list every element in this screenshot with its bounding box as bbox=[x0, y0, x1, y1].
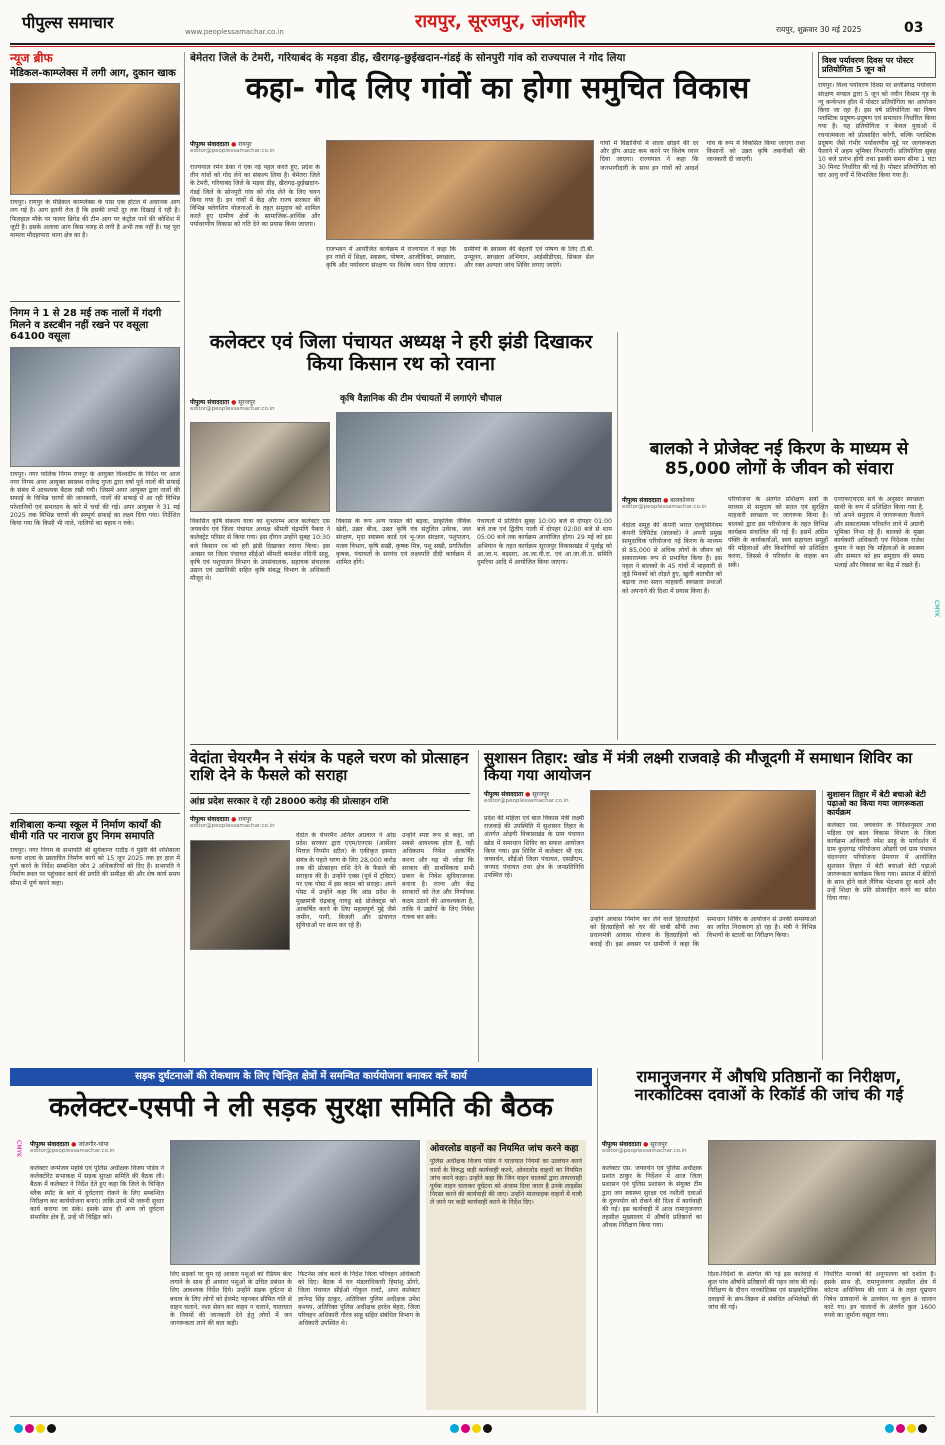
vedanta-headline: वेदांता चेयरमैन ने संयंत्र के पहले चरण को प्रोत्साहन राशि देने के फैसले को सराहा bbox=[190, 749, 469, 785]
sushasan-body-1: प्रदेश की महिला एवं बाल विकास मंत्री लक्ष्मी राजवाड़े की उपस्थिति में सुशासन तिहार के अंतर्गत ओड़गी विकासखंड के ग्राम पंचायत खोड में समाधान शिविर का सफल आयोजन किया गया। इस शिविर में कलेक्टर श्री एस. जयवर्धन, सीईओ जिला पंचायत, एसडीएम, जनपद पंचायत तथा क्षेत्र के जनप्रतिनिधि उपस्थित रहे। bbox=[484, 815, 584, 880]
brief-3-headline: शशिबाला कन्या स्कूल में निर्माण कार्यों की धीमी गति पर नाराज हुए निगम समापति bbox=[10, 819, 161, 843]
narcotics-place: सूरजपुर bbox=[650, 1141, 668, 1148]
lead-photo bbox=[326, 140, 594, 240]
lead-byline: पीपुल्स संवाददाता bbox=[190, 141, 230, 148]
balco-byline-block bbox=[622, 496, 722, 510]
cmyk-label: CMYK bbox=[15, 1140, 22, 1157]
vedanta-photo bbox=[190, 840, 290, 950]
sushasan-body-2: उन्होंने आवास निर्माण कर लेने वाले हितग्राहियों को हितग्राहियों को घर की चाबी सौंपी तथा प्रधानमंत्री आवास योजना के हितग्राहियों को बधाई दी। इस अवसर पर ग्रामीणों ने कहा कि समाधान शिविर के आयोजन से उनकी समस्याओं का त्वरित निराकरण हो रहा है। मंत्री ने विभिन्न विभागों के स्टालों का निरीक्षण किया। bbox=[590, 916, 816, 948]
kisan-place: सूरजपुर bbox=[238, 399, 256, 406]
column-divider bbox=[478, 750, 479, 1062]
footer-rule bbox=[10, 1416, 935, 1417]
vedanta-place: रायपुर bbox=[238, 815, 252, 823]
narcotics-byline: पीपुल्स संवाददाता bbox=[602, 1141, 642, 1148]
balco-byline: पीपुल्स संवाददाता bbox=[622, 497, 662, 504]
kisan-byline-block bbox=[190, 398, 330, 412]
kisan-body-3: पंचायतों में प्रतिदिन सुबह 10:00 बजे से दोपहर 01:00 बजे तक एवं द्वितीय पाली में दोपहर 02:00 बजे से शाम 05:00 बजे तक कार्यक्रम आयोजित होगा। 29 मई को इस अभियान के तहत कार्यक्रम सूरजपुर विकासखंड में पूर्वाह्न को आ.जा.प. बड़सरा, आ.जा.वी.रा. एवं आ.जा.वी.रा. समिति दुमरिया आदि में आयोजित किया जाएगा। bbox=[477, 518, 612, 566]
sushasan-sidebar bbox=[822, 790, 936, 1060]
brief-2-headline: निगम ने 1 से 28 मई तक नालों में गंदगी मिलने व डस्टबीन नहीं रखने पर वसूला 64100 वसूला bbox=[10, 308, 162, 343]
road-safety-body-2: लिए सड़कों पर घूम रहे आवारा पशुओं को रेडियम बेल्ट लगाने के साथ ही आवारा पशुओं के उचित प्रबंधन के लिए आवश्यक निर्देश दिये। उन्होंने सड़क दुर्घटना से बचाव के लिए लोगों को हेलमेट पहनकर सीमित गति से वाहन चलाने, नशा सेवन कर वाहन न चलाने, यातायात के नियमों की जानकारी देने हेतु लोगों में जन जागरूकता लाने की बात कही। bbox=[170, 1271, 292, 1328]
column-divider bbox=[184, 52, 185, 1062]
lead-body-1: राज्यपाल रमेन डेका ने एक नई पहल करते हुए, प्रदेश के तीन गांवों को गोद लेने का संकल्प लिया है। बेमेतरा जिले के टेमरी, गरियाबंद जिले के मड़वा डीह, खैरागढ़-छुईखदान-गंडई जिले के सोनपुरी गांव को गोद लेने के लिए चयन किया गया है। इन गांवों में केंद्र और राज्य सरकार की विभिन्न फ्लेगशिप योजनाओं के तहत समुदाय को शामिल करते हुए ग्रामीण क्षेत्रों के सामाजिक-आर्थिक और पर्यावरणीय विकास को गति देने का प्रयास किया जाएगा। bbox=[190, 164, 320, 229]
kisan-body-2: विकास के रूप अन्य फसल की बढ़वा, प्राकृतिक जैविक खेती, उन्नत बीज, उन्नत कृषि यंत्र संतुलित उर्वरक, जल संरक्षण, मृदा स्वास्थ्य कार्ड एवं भू-जल संरक्षण, पशुपालन, मत्स्य विभाग, कृषि सखी, कृषक मित्र, पशु सखी, प्रगतिशील कृषक, पंचायतों के सरपंच एवं लक्ष्यपति दीदी कार्यक्रम में शामिल होंगे। bbox=[336, 518, 471, 566]
kisan-photo bbox=[190, 422, 330, 512]
masthead-logo: पीपुल्स समाचार bbox=[22, 13, 114, 32]
masthead-date: रायपुर, शुक्रवार 30 मई 2025 bbox=[776, 25, 862, 34]
balco-headline: बालको ने प्रोजेक्ट नई किरण के माध्यम से 85,000 लोगों के जीवन को संवारा bbox=[649, 439, 909, 479]
brief-1-headline: मेडिकल-काम्प्लेक्स में लगी आग, दुकान खाक bbox=[10, 67, 176, 79]
masthead bbox=[0, 0, 945, 48]
location-pin-icon: ● bbox=[643, 1141, 649, 1148]
news-brief-label: न्यूज ब्रीफ bbox=[10, 51, 53, 65]
brief-2-body: रायपुर। नगर पालिक निगम रायपुर के आयुक्त विश्वदीप के निर्देश पर आज नगर निगम अपर आयुक्त स्वास्थ्य राजेन्द्र गुप्ता द्वारा वर्षा पूर्व नालों की सफाई के संबंध में आवश्यक बैठक रखी गयी। जिसमें अपर आयुक्त द्वारा नालों की सफाई के विभिन्न चरणों की जानकारी, नालों की सफाई में आ रही विभिन्न परेशानियों एवं समाधान के बारे में चर्चा की गई। अपर आयुक्त ने 31 मई 2025 तक विभिन्न चरणों की सम्पूर्ण सफाई का लक्ष्य दिया गया। निर्देशित किया गया कि किसी भी नाले, नालियों का बहाव न रुके। bbox=[10, 470, 180, 527]
lead-byline-block bbox=[190, 140, 315, 154]
location-pin-icon: ● bbox=[231, 399, 237, 406]
location-pin-icon: ● bbox=[71, 1141, 77, 1148]
road-safety-byline: पीपुल्स संवाददाता bbox=[30, 1141, 70, 1148]
brief-3-body: रायपुर। नगर निगम के सभापति श्री सूर्यकान्त राठौड़ ने पुडेरी की शशिबाला कन्या शाला के प्रस्तावित निर्माण कार्य को 15 जून 2025 तक हर हाल में पूर्ण करने के निर्देश सम्बन्धित जोन 2 अधिकारियों को दिए हैं। सभापति ने निर्माण स्थल पर पहुंचकर कार्य की प्रगति की समीक्षा की और शेष कार्य समय सीमा में पूर्ण करने कहा। bbox=[10, 846, 180, 887]
location-pin-icon: ● bbox=[231, 815, 237, 823]
location-pin-icon: ● bbox=[525, 791, 531, 798]
sushasan-email[interactable]: editor@peoplessamachar.co.in bbox=[484, 798, 569, 804]
brief-1-body: रायपुर। रायपुर के मेडिकल काम्प्लेक्स के पास एक होटल में अचानक आग लग गई है। आग इतनी तेज है कि इसकी लपटें दूर तक दिखाई दे रही है। फिलहाल मौके पर फायर ब्रिगेड की टीम आग पर कंट्रोल पाने की कोशिश में जुटी है। इसके अलावा आग किस वजह से लगी है अभी तक नहीं है। यह पूरा मामला मौदहापारा थाना क्षेत्र का है। bbox=[10, 199, 180, 240]
narcotics-headline: रामानुजनगर में औषधि प्रतिष्ठानों का निरीक्षण, नारकोटिक्स दवाओं के रिकॉर्ड की जांच की गई bbox=[634, 1067, 904, 1105]
road-safety-byline-block bbox=[30, 1140, 190, 1154]
kisan-email[interactable]: editor@peoplessamachar.co.in bbox=[190, 406, 275, 412]
balco-body-1: वेदांता समूह की कंपनी भारत एल्यूमिनियम कंपनी लिमिटेड (बालको) ने अपनी प्रमुख सामुदायिक परियोजना नई किरण के माध्यम से 85,000 से अधिक लोगों के जीवन को सकारात्मक रूप से प्रभावित किया है। इस पहल ने बालको के 45 गांवों में माहवारी से जुड़े मिथकों को तोड़ते हुए, खुली बातचीत को बढ़ावा तथा सतत माहवारी स्वच्छता प्रथाओं को अपनाने की दिशा में प्रयास किया है। bbox=[622, 522, 722, 595]
narcotics-body-1: कलेक्टर एस. जयवर्धन एवं पुलिस अधीक्षक प्रशांत ठाकुर के निर्देशन में आज जिला प्रशासन एवं पुलिस प्रशासन के संयुक्त टीम द्वारा जन स्वास्थ्य सुरक्षा एवं नशीली दवाओं के दुरुपयोग को रोकने की दिशा में कार्यवाही की गई। इस कार्यवाही में आज रामानुजनगर तहसील मुख्यालय में औषधि प्रतिष्ठानों का औचक निरीक्षण किया गया। bbox=[602, 1165, 702, 1230]
sushasan-byline-block bbox=[484, 790, 584, 804]
road-safety-sidebar bbox=[426, 1140, 586, 1410]
balco-body-2: परियोजना के अंतर्गत प्रशिक्षण सत्रों के माध्यम से समुदाय को सतत एवं सुरक्षित माहवारी स्वच्छता पर जागरूक किया है। बालको द्वारा इस परियोजना के तहत विभिन्न कार्यक्रम संचालित की गई हैं। इसमें अग्रिम पंक्ति के कार्यकर्ताओं, स्वयं सहायता समूहों की महिलाओं और किशोरियों को प्रशिक्षित करना, जिससे वे परिवर्तन के वाहक बन सकें। bbox=[728, 496, 828, 569]
masthead-rule-red bbox=[10, 46, 935, 47]
news-brief-column bbox=[10, 52, 180, 1062]
narcotics-photo bbox=[708, 1140, 936, 1265]
cmyk-registration-icon bbox=[885, 1424, 927, 1433]
kisan-rath-story bbox=[190, 332, 612, 740]
sushasan-place: सूरजपुर bbox=[532, 791, 550, 798]
masthead-edition: रायपुर, सूरजपुर, जांजगीर bbox=[415, 11, 586, 32]
balco-email[interactable]: editor@peoplessamachar.co.in bbox=[622, 504, 707, 510]
sushasan-photo bbox=[590, 790, 816, 910]
lead-body-3: गांवों में विद्यार्थियों में शाला छोड़ने की दर और ड्रॉप आउट कम करने पर विशेष ध्यान दिया जाएगा। राज्यपाल ने कहा कि जनभागीदारी के साथ इन गांवों को आदर्श गांव के रूप में विकसित किया जाएगा तथा किसानों को उन्नत कृषि तकनीकों की जानकारी दी जाएगी। bbox=[600, 140, 805, 172]
kisan-rath-photo bbox=[336, 412, 612, 512]
kisan-headline: कलेक्टर एवं जिला पंचायत अध्यक्ष ने हरी झंडी दिखाकर किया किसान रथ को रवाना bbox=[209, 331, 593, 375]
lead-headline: कहा- गोद लिए गांवों का होगा समुचित विकास bbox=[245, 71, 750, 107]
cmyk-label: CMYK bbox=[933, 600, 940, 617]
vedanta-subhead: आंध्र प्रदेश सरकार दे रही 28000 करोड़ की प्रोत्साहन राशि bbox=[190, 793, 470, 811]
lead-kicker: बेमेतरा जिले के टेमरी, गरियाबंद के मड़वा डीह, खैरागढ़-छुईखदान-गंडई के सोनपुरी गांव को राज्यपाल ने गोद लिया bbox=[190, 52, 626, 64]
environment-headline: विश्व पर्यावरण दिवस पर पोस्टर प्रतियोगिता 5 जून को bbox=[818, 52, 936, 78]
lead-email[interactable]: editor@peoplessamachar.co.in bbox=[190, 148, 275, 154]
road-safety-email[interactable]: editor@peoplessamachar.co.in bbox=[30, 1148, 115, 1154]
narcotics-body-2: दिशा-निर्देशों के अंतर्गत की गई इस कार्रवाई में कुल पांच औषधि प्रतिष्ठानों की गहन जांच की गई। निरीक्षण के दौरान नारकोटिक्स एवं साइकोट्रोपिक दवाइयों के क्रय-विक्रय से संबंधित अभिलेखों की जांच की गई। bbox=[708, 1271, 818, 1311]
column-divider bbox=[812, 52, 813, 432]
kisan-subhead: कृषि वैज्ञानिक की टीम पंचायतों में लगाएंगे चौपाल bbox=[340, 394, 502, 404]
road-safety-photo bbox=[170, 1140, 420, 1265]
kisan-byline: पीपुल्स संवाददाता bbox=[190, 399, 230, 406]
lead-place: रायपुर bbox=[238, 141, 252, 148]
sushasan-headline: सुशासन तिहार: खोड में मंत्री लक्ष्मी राजवाड़े की मौजूदगी में समाधान शिविर का किया गया आयोजन bbox=[484, 749, 913, 785]
column-divider bbox=[617, 332, 618, 740]
sushasan-side-body: कलेक्टर एस. जयवर्धन के निर्देशानुसार तथा महिला एवं बाल विकास विभाग के जिला कार्यक्रम अधिकारी रमेश साहू के मार्गदर्शन में ग्राम कुदरगढ़ परियोजना ओडगी एवं ग्राम पंचायत चंदननगर परियोजना प्रेमनगर में आयोजित सुशासन तिहार में बेटी बचाओ बेटी पढ़ाओ जागरूकता कार्यक्रम किया गया। समाज में बेटियों के साथ होने वाले लैंगिक भेदभाव दूर करने और उन्हें शिक्षा के प्रति प्रोत्साहित करने का संदेश दिया गया। bbox=[827, 821, 936, 903]
road-safety-banner-text: सड़क दुर्घटनाओं की रोकथाम के लिए चिन्हित क्षेत्रों में समन्वित कार्ययोजना बनाकर करें कार्य bbox=[135, 1071, 467, 1082]
column-divider bbox=[597, 1068, 598, 1413]
cmyk-registration-icon bbox=[450, 1424, 492, 1433]
kisan-body-1: विकसित कृषि संकल्प यात्रा का शुभारम्भ आज कलेक्टर एस जयवर्धन एवं जिला पंचायत अध्यक्ष श्रीमती चंद्रमणि पैकरा ने कलेक्ट्रेट परिसर से किया गया। इस दौरान उन्होंने सुबह 10:30 बजे किसान रथ को हरी झंडी दिखाकर रवाना किया। इस अवसर पर जिला पंचायत सीईओ श्रीमती कमलेश नंदिनी साहू, कृषि एवं पशुपालन विभाग के उपसंचालक, सहायक संचालक उद्यान एवं उद्यानिकी सहित कृषि संबद्ध विभाग के अधिकारी मौजूद थे। bbox=[190, 518, 330, 583]
lead-story bbox=[190, 52, 805, 322]
road-safety-body-3: फिटनेस जांच करने के निर्देश जिला परिवहन अधिकारी को दिए। बैठक में वन मंडलाधिकारी हिमांशु डोंगरे, जिला पंचायत सीईओ गोकुल रावटे, अपर कलेक्टर ज्ञानेन्द्र सिंह ठाकुर, अतिरिक्त पुलिस अधीक्षक उमेश कश्यप, अतिरिक्त पुलिस अधीक्षक हरदेव बेहरा, जिला परिवहन अधिकारी गौरव साहू सहित संबंधित विभाग के अधिकारी उपस्थित थे। bbox=[298, 1271, 420, 1328]
road-safety-side-headline: ओवरलोड वाहनों का नियमित जांच करने कहा bbox=[430, 1144, 579, 1154]
vedanta-email[interactable]: editor@peoplessamachar.co.in bbox=[190, 822, 275, 829]
road-safety-body-1: कलेक्टर जन्मेजय महोबे एवं पुलिस अधीक्षक विजय पांडेय ने कलेक्टोरेट सभाकक्ष में सड़क सुरक्षा समिति की बैठक ली। बैठक में कलेक्टर ने निर्देश देते हुए कहा कि जिले के चिन्हित ब्लैक स्पॉट के बारे में दुर्घटनाएं रोकने के लिए सम्बन्धित निरीक्षण कर कार्ययोजना बनाएं। ताकि उनमें भी जरूरी सुधार कार्य कराया जा सके। इसके साथ ही अन्य जो दुर्घटना संभावित क्षेत्र हैं, उन्हें भी चिह्नित करें। bbox=[30, 1165, 164, 1222]
vedanta-body-1: वेदांत के चेयरमैन अनिल अग्रवाल ने आंध्र प्रदेश सरकार द्वारा एएम/एनएस (आर्सेलर मित्तल निप्पॉन स्टील) के एकीकृत इस्पात संयंत्र के पहले चरण के लिए 28,000 करोड़ तक की प्रोत्साहन राशि देने के फैसले की सराहना की है। उन्होंने एक्स (पूर्व में ट्विटर) पर एक पोस्ट में इस कदम को सराहा। अपने पोस्ट में उन्होंने कहा कि आंध्र प्रदेश के मुख्यमंत्री चंद्रबाबू नायडू बड़े प्रोजेक्ट्स को आकर्षित करने के लिए महत्वपूर्ण मुद्दे जैसे जमीन, पानी, बिजली और ढांचागत सुविधाओं पर काम कर रहे हैं। bbox=[296, 832, 396, 930]
narcotics-email[interactable]: editor@peoplessamachar.co.in bbox=[602, 1148, 687, 1154]
sushasan-side-headline: सुशासन तिहार में बेटी बचाओ बेटी पढ़ाओ का किया गया जागरूकता कार्यक्रम bbox=[827, 790, 926, 818]
location-pin-icon: ● bbox=[663, 497, 669, 504]
vedanta-body-2: उन्होंने स्पष्ट रूप से कहा, जो सबसे आवश्यक होता है, वही अधिकतम निवेश आकर्षित करना और यह भी जोड़ा कि सरकार की प्राथमिकता सभी प्रकार के निवेश सुविधाजनक बनाना है। राज्य और केंद्र सरकारों को तेज और निर्णायक कदम उठाने की आवश्यकता है, ताकि ये उद्योगों के लिए निवेश गंतव्य बन सकें। bbox=[402, 832, 474, 921]
balco-place: बालकोनगर bbox=[670, 497, 695, 504]
balco-body-3: एनएफएचएस सर्वे के अनुसार स्वच्छता साथी के रूप में प्रशिक्षित किया गया है, जो अपने समुदाय में जागरूकता फैलाने और सकारात्मक परिवर्तन लाने में अग्रणी भूमिका निभा रहे हैं। बालको के मुख्य कार्यकारी अधिकारी एवं निदेशक राजेश कुमार ने कहा कि महिलाओं के स्वास्थ्य और सम्मान को हम समुदाय की समग्र भलाई और विकास का केंद्र में रखते हैं। bbox=[834, 496, 924, 569]
vedanta-byline: पीपुल्स संवाददाता bbox=[190, 815, 230, 823]
section-rule bbox=[190, 744, 936, 745]
environment-body: रायपुर। विश्व पर्यावरण दिवस पर छत्तीसगढ़ पर्यावरण संरक्षण मण्डल द्वारा 5 जून को नवीन विश्राम गृह के न्यू कन्वेन्शन हॉल में पोस्टर प्रतियोगिता का आयोजन किया जा रहा है। इस वर्ष प्रतियोगिता का विषय प्लास्टिक प्रदूषण-प्रदूषण एवं समाधान निर्धारित किया गया है। यह प्रतियोगिता न केवल युवाओं में रचनात्मकता को प्रोत्साहित करेगी, बल्कि प्लास्टिक प्रदूषण जैसे गंभीर पर्यावरणीय मुद्दे पर जागरूकता फैलाने में अहम भूमिका निभाएगी। प्रतियोगिता सुबह 10 बजे प्रारंभ होगी तथा इसकी समय सीमा 1 घंटा 30 मिनट निर्धारित की गई है। पोस्टर प्रतियोगिता को चार आयु वर्गों में विभाजित किया गया है। bbox=[818, 82, 936, 180]
road-safety-banner bbox=[10, 1068, 592, 1086]
masthead-url[interactable]: www.peoplessamachar.co.in bbox=[185, 28, 284, 36]
location-pin-icon: ● bbox=[231, 141, 237, 148]
environment-story bbox=[818, 52, 936, 432]
masthead-rule bbox=[10, 43, 935, 45]
narcotics-body-3: निर्धारित मानकों की अनुपालना को दर्शाता है। इसके साथ ही, रामानुजनगर तहसील क्षेत्र में कोटपा अधिनियम की धारा 4 के तहत धूम्रपान निषेध प्रावधानों के उल्लंघन पर कुल 8 चालान काटे गए। इन चालानों के अंतर्गत कुल 1600 रुपये का जुर्माना वसूला गया। bbox=[824, 1271, 936, 1319]
road-safety-headline: कलेक्टर-एसपी ने ली सड़क सुरक्षा समिति की बैठक bbox=[49, 1092, 553, 1123]
sushasan-byline: पीपुल्स संवाददाता bbox=[484, 791, 524, 798]
brief-2-photo bbox=[10, 347, 180, 467]
cmyk-registration-icon bbox=[14, 1424, 56, 1433]
brief-1-photo bbox=[10, 83, 180, 195]
lead-body-2: राजभवन में आयोजित कार्यक्रम में राज्यपाल ने कहा कि इन गांवों में शिक्षा, स्वास्थ्य, पोषण, आजीविका, स्वच्छता, कृषि और पर्यावरण संरक्षण पर विशेष ध्यान दिया जाएगा। ग्रामीणों के स्वास्थ्य की बेहतरी एवं पोषण के लिए टी.बी. उन्मूलन, स्वच्छता अभियान, आईसीडीएस, सिकल सेल और रक्त अल्पता जांच शिविर लगाए जाएंगे। bbox=[326, 246, 594, 270]
page-number: 03 bbox=[904, 20, 924, 36]
road-safety-place: जांजगीर-चांपा bbox=[78, 1141, 109, 1148]
road-safety-side-body: पुलिस अधीक्षक विजय पांडेय ने यातायात नियमों का उल्लंघन करने वालों के विरुद्ध कड़ी कार्यवाही करने, ओवरलोड वाहनों का नियमित जांच करने कहा। उन्होंने कहा कि जिन वाहन चालकों द्वारा लापरवाही पूर्वक वाहन चलाकर दुर्घटना को अंजाम दिया जाता है उनके लाइसेंस निरस्त करने की कार्यवाही की जाए। उन्होंने मालवाहक वाहनों में यात्री ले जाने पर कड़ी कार्यवाही करने के निर्देश दिए। bbox=[430, 1158, 582, 1207]
